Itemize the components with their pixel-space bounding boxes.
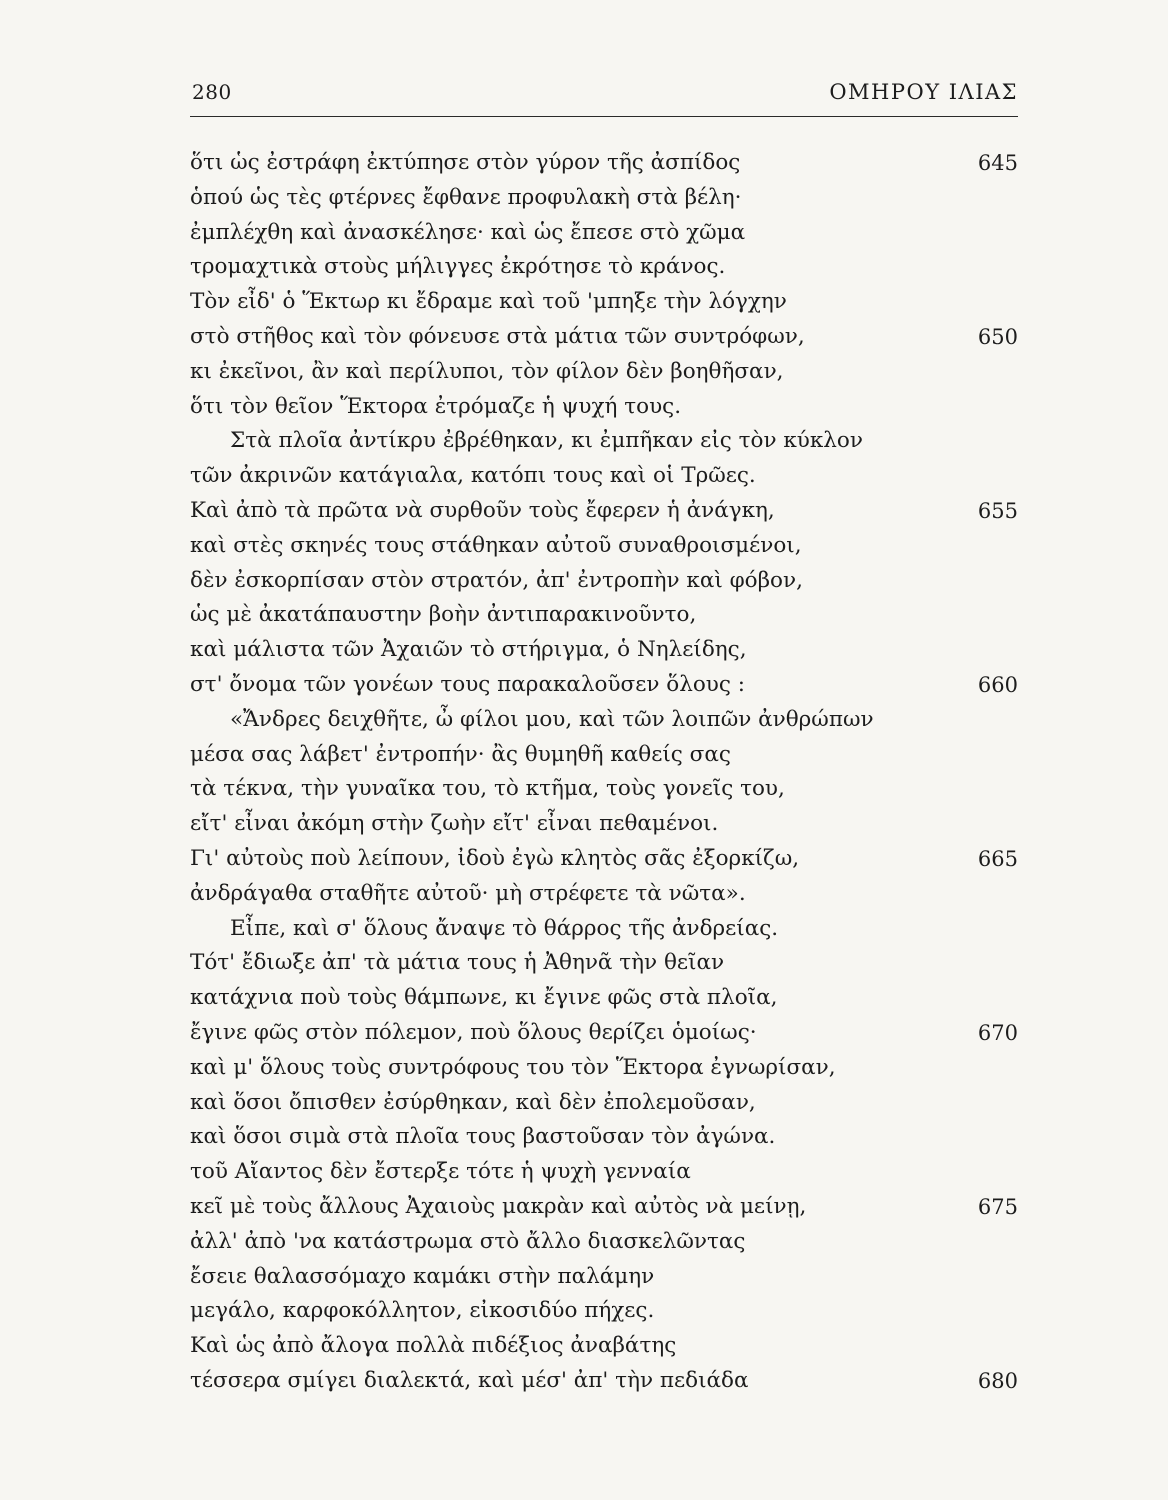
verse-line [0, 1294, 1168, 1329]
line-number: 670 [977, 1020, 1018, 1045]
verse-line [0, 807, 1168, 842]
verse-line-text: Καὶ ἀπὸ τὰ πρῶτα νὰ συρθοῦν τοὺς ἔφερεν ἡ ἀνάγκη, [190, 497, 775, 523]
verse-line [0, 1190, 1168, 1225]
verse-line-text: καὶ μ' ὅλους τοὺς συντρόφους του τὸν Ἕκτορα ἐγνωρίσαν, [190, 1054, 836, 1080]
verse-line [0, 250, 1168, 285]
verse-line-text: εἴτ' εἶναι ἀκόμη στὴν ζωὴν εἴτ' εἶναι πεθαμένοι. [190, 811, 719, 837]
verse-line [0, 598, 1168, 633]
verse-line-text: στὸ στῆθος καὶ τὸν φόνευσε στὰ μάτια τῶν συντρόφων, [190, 323, 805, 349]
verse-line-text: Καὶ ὡς ἀπὸ ἄλογα πολλὰ πιδέξιος ἀναβάτης [190, 1333, 677, 1359]
verse-line [0, 1155, 1168, 1190]
verse-line-text: ἀνδράγαθα σταθῆτε αὐτοῦ· μὴ στρέφετε τὰ νῶτα». [190, 880, 746, 906]
verse-line [0, 494, 1168, 529]
verse-line-text: στ' ὄνομα τῶν γονέων τους παρακαλοῦσεν ὅλους : [190, 671, 745, 697]
verse-line-text: καὶ στὲς σκηνές τους στάθηκαν αὐτοῦ συναθροισμένοι, [190, 532, 802, 558]
verse-line-text: δὲν ἐσκορπίσαν στὸν στρατόν, ἀπ' ἐντροπὴν καὶ φόβον, [190, 567, 803, 593]
verse-line [0, 912, 1168, 947]
verse-line [0, 459, 1168, 494]
line-number: 680 [977, 1368, 1018, 1393]
verse-line [0, 633, 1168, 668]
page-number: 280 [192, 80, 232, 104]
verse-line [0, 703, 1168, 738]
verse-text-block [0, 146, 1168, 1399]
verse-line [0, 668, 1168, 703]
line-number: 660 [977, 672, 1018, 697]
verse-line [0, 738, 1168, 773]
verse-line-text: κι ἐκεῖνοι, ἂν καὶ περίλυποι, τὸν φίλον δὲν βοηθῆσαν, [190, 358, 784, 384]
verse-line [0, 146, 1168, 181]
verse-line [0, 946, 1168, 981]
verse-line [0, 1051, 1168, 1086]
line-number: 655 [977, 498, 1018, 523]
verse-line-text: τὰ τέκνα, τὴν γυναῖκα του, τὸ κτῆμα, τοὺς γονεῖς του, [190, 776, 785, 802]
verse-line-text: Γι' αὐτοὺς ποὺ λείπουν, ἰδοὺ ἐγὼ κλητὸς σᾶς ἐξορκίζω, [190, 845, 800, 871]
verse-line-text: καὶ μάλιστα τῶν Ἀχαιῶν τὸ στήριγμα, ὁ Νηλείδης, [190, 637, 747, 663]
verse-line-text: τοῦ Αἴαντος δὲν ἔστερξε τότε ἡ ψυχὴ γενναία [190, 1159, 691, 1185]
verse-line [0, 181, 1168, 216]
verse-line-text: καὶ ὅσοι σιμὰ στὰ πλοῖα τους βαστοῦσαν τὸν ἀγώνα. [190, 1124, 776, 1150]
verse-line-text: ὅτι τὸν θεῖον Ἕκτορα ἐτρόμαζε ἡ ψυχή τους. [190, 393, 682, 419]
line-number: 675 [977, 1194, 1018, 1219]
verse-line-text: ὡς μὲ ἀκατάπαυστην βοὴν ἀντιπαρακινοῦντο, [190, 602, 697, 628]
verse-line-text: κεῖ μὲ τοὺς ἄλλους Ἀχαιοὺς μακρὰν καὶ αὐτὸς νὰ μείνῃ, [190, 1193, 807, 1219]
verse-line [0, 1260, 1168, 1295]
verse-line [0, 355, 1168, 390]
verse-line [0, 1364, 1168, 1399]
verse-line [0, 1225, 1168, 1260]
verse-line-text: τῶν ἀκρινῶν κατάγιαλα, κατόπι τους καὶ οἱ Τρῶες. [190, 463, 756, 489]
verse-line [0, 424, 1168, 459]
verse-line [0, 564, 1168, 599]
page-header [192, 78, 1018, 118]
verse-line-text: ὅτι ὡς ἐστράφη ἐκτύπησε στὸν γύρον τῆς ἀσπίδος [190, 150, 741, 175]
line-number: 645 [977, 151, 1018, 175]
verse-line [0, 285, 1168, 320]
verse-line-text: ἀλλ' ἀπὸ 'να κατάστρωμα στὸ ἄλλο διασκελῶντας [190, 1228, 746, 1254]
verse-line-text: τέσσερα σμίγει διαλεκτά, καὶ μέσ' ἀπ' τὴν πεδιάδα [190, 1367, 749, 1393]
verse-line-text: Τότ' ἔδιωξε ἀπ' τὰ μάτια τους ἡ Ἀθηνᾶ τὴν θεῖαν [190, 950, 725, 976]
verse-line [0, 1086, 1168, 1121]
verse-line-text: ἔσειε θαλασσόμαχο καμάκι στὴν παλάμην [190, 1263, 655, 1289]
verse-line [0, 772, 1168, 807]
verse-line [0, 1016, 1168, 1051]
header-rule [190, 116, 1018, 117]
verse-line-text: Τὸν εἶδ' ὁ Ἕκτωρ κι ἔδραμε καὶ τοῦ 'μπηξε τὴν λόγχην [190, 289, 787, 315]
verse-line [0, 1120, 1168, 1155]
verse-line-text: μεγάλο, καρφοκόλλητον, εἰκοσιδύο πήχες. [190, 1298, 655, 1324]
running-title: ΟΜΗΡΟΥ ΙΛΙΑΣ [829, 80, 1018, 104]
line-number: 650 [977, 324, 1018, 349]
verse-line [0, 981, 1168, 1016]
verse-line [0, 529, 1168, 564]
verse-line-text: Εἶπε, καὶ σ' ὅλους ἄναψε τὸ θάρρος τῆς ἀνδρείας. [230, 915, 779, 941]
verse-line-text: Στὰ πλοῖα ἀντίκρυ ἐβρέθηκαν, κι ἐμπῆκαν εἰς τὸν κύκλον [230, 428, 863, 454]
verse-line [0, 320, 1168, 355]
verse-line-text: τρομαχτικὰ στοὺς μήλιγγες ἐκρότησε τὸ κράνος. [190, 254, 726, 280]
verse-line [0, 877, 1168, 912]
verse-line-text: ὁπού ὡς τὲς φτέρνες ἔφθανε προφυλακὴ στὰ βέλη· [190, 184, 742, 210]
verse-line [0, 390, 1168, 425]
verse-line-text: καὶ ὅσοι ὄπισθεν ἐσύρθηκαν, καὶ δὲν ἐπολεμοῦσαν, [190, 1089, 756, 1115]
verse-line [0, 842, 1168, 877]
verse-line [0, 1329, 1168, 1364]
verse-line-text: ἔγινε φῶς στὸν πόλεμον, ποὺ ὅλους θερίζει ὁμοίως· [190, 1019, 757, 1045]
verse-line-text: «Ἄνδρες δειχθῆτε, ὦ φίλοι μου, καὶ τῶν λοιπῶν ἀνθρώπων [230, 706, 874, 732]
verse-line-text: μέσα σας λάβετ' ἐντροπήν· ἂς θυμηθῆ καθείς σας [190, 741, 731, 767]
line-number: 665 [977, 846, 1018, 871]
verse-line-text: ἐμπλέχθη καὶ ἀνασκέλησε· καὶ ὡς ἔπεσε στὸ χῶμα [190, 219, 746, 245]
verse-line-text: κατάχνια ποὺ τοὺς θάμπωνε, κι ἔγινε φῶς στὰ πλοῖα, [190, 985, 778, 1011]
verse-line [0, 216, 1168, 251]
